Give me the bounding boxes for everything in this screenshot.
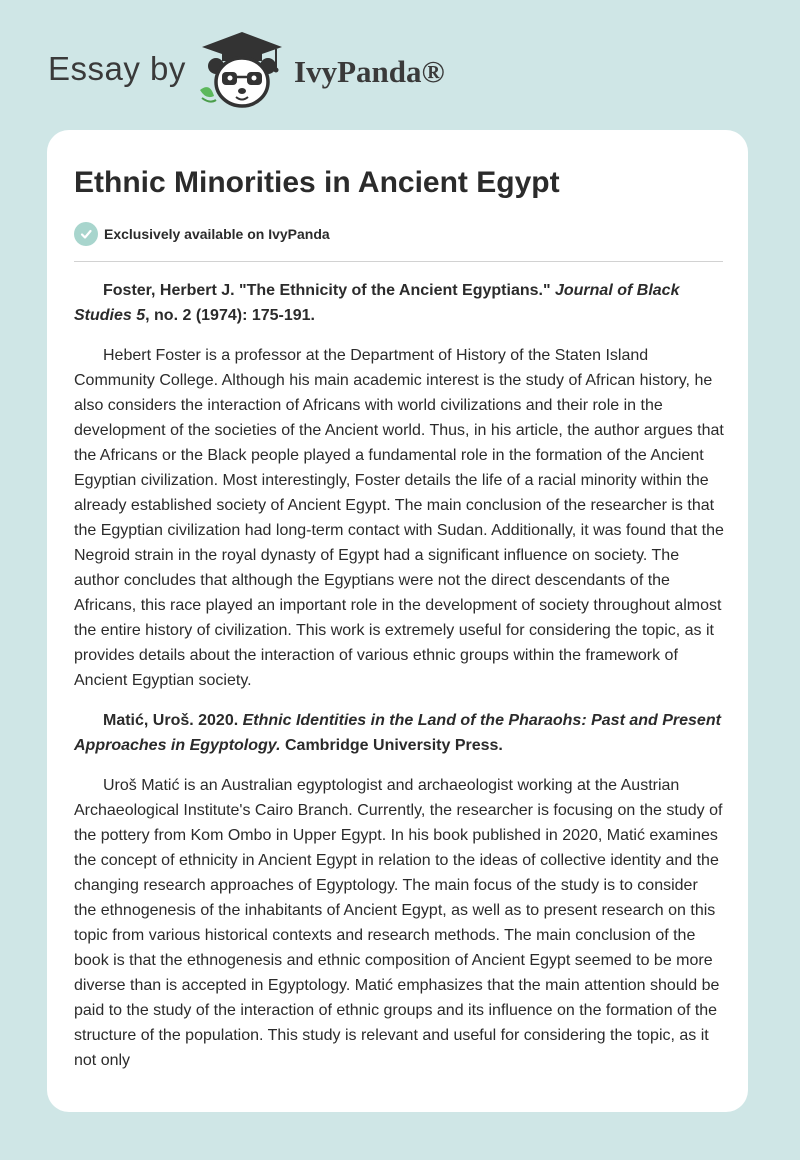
reference-author-text: Matić, Uroš. 2020. — [103, 712, 243, 729]
reference-source-italic: Ethnic Identities in the Land of the Pharaohs: Past and Present Approaches in Egyptology. — [74, 712, 721, 754]
exclusive-badge — [74, 222, 330, 246]
essay-content — [74, 278, 724, 1088]
reference-details-text: Cambridge University Press. — [280, 737, 503, 754]
paragraph-foster: Hebert Foster is a professor at the Department of History of the Staten Island Community College. Although his main academic interest is the study of African history, he also considers the interaction of Africans with world civilizations and their role in the development of the societies of the Ancient world. Thus, in his article, the author argues that the Africans or the Black people played a fundamental role in the formation of the Ancient Egyptian civilization. Most interestingly, Foster details the life of a racial minority within the already established society of Ancient Egypt. The main conclusion of the researcher is that the Egyptian civilization had long-term contact with Sudan. Additionally, it was found that the Negroid strain in the royal dynasty of Egypt had a significant influence on society. The author concludes that although the Egyptians were not the direct descendants of the Africans, this race played an important role in the development of society throughout almost the entire history of civilization. This work is extremely useful for considering the topic, as it provides details about the interaction of various ethnic groups within the framework of Ancient Egyptian society. — [74, 347, 724, 689]
panda-logo-icon[interactable] — [198, 30, 286, 110]
reference-author-text: Foster, Herbert J. "The Ethnicity of the Ancient Egyptians." — [103, 282, 555, 299]
reference-foster — [74, 278, 724, 328]
reference-matic — [74, 708, 724, 758]
checkmark-icon — [74, 222, 98, 246]
exclusive-label: Exclusively available on IvyPanda — [104, 226, 330, 242]
essay-card — [47, 130, 748, 1112]
ivypanda-brand[interactable]: IvyPanda® — [294, 54, 445, 89]
reference-source-italic: Journal of Black Studies 5 — [74, 282, 680, 324]
essay-by-label: Essay by — [48, 50, 186, 87]
reference-details-text: , no. 2 (1974): 175-191. — [145, 307, 315, 324]
page-title: Ethnic Minorities in Ancient Egypt — [74, 166, 560, 199]
divider — [74, 261, 723, 262]
paragraph-matic: Uroš Matić is an Australian egyptologist and archaeologist working at the Austrian Archaeological Institute's Cairo Branch. Currently, the researcher is focusing on the study of the pottery from Kom Ombo in Upper Egypt. In his book published in 2020, Matić examines the concept of ethnicity in Ancient Egypt in relation to the ideas of collective identity and the changing research approaches of Egyptology. The main focus of the study is to consider the ethnogenesis of the inhabitants of Ancient Egypt, as well as to present research on this topic from various historical contexts and research methods. The main conclusion of the book is that the ethnogenesis and ethnic composition of Ancient Egypt seemed to be more diverse than is accepted in Egyptology. Matić emphasizes that the main attention should be paid to the study of the interaction of ethnic groups and its influence on the formation of the structure of the population. This study is relevant and useful for considering the topic, as it not only — [74, 777, 723, 1069]
site-header — [0, 0, 800, 128]
